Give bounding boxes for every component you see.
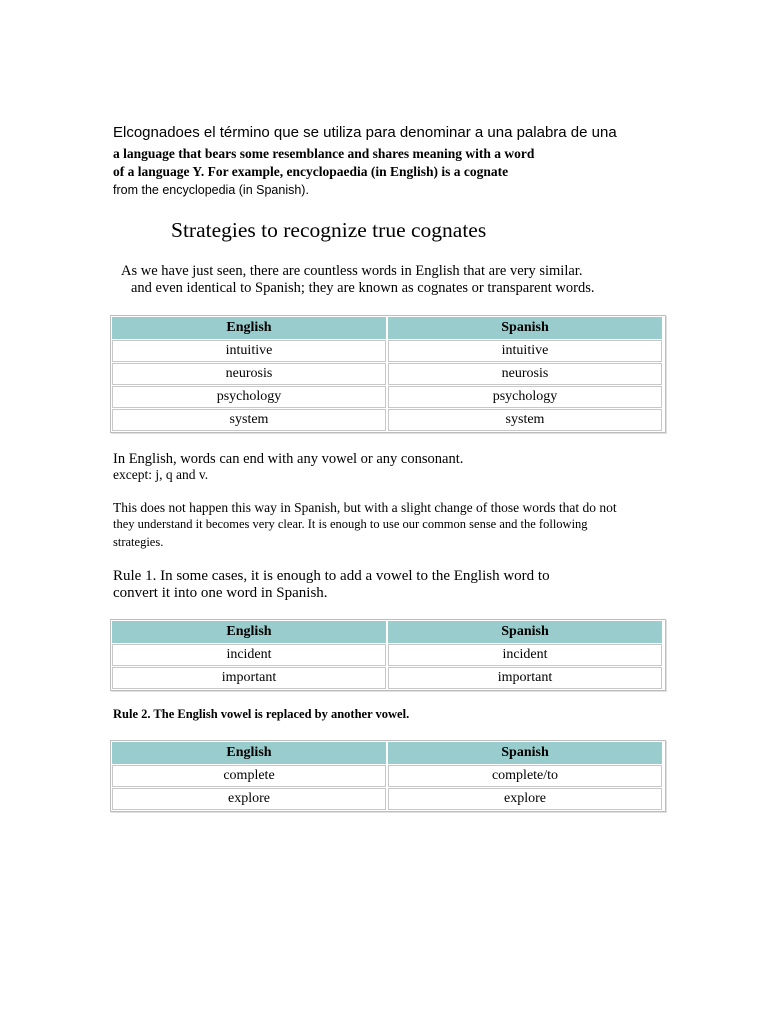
cell-english: explore [112, 788, 386, 810]
intro-line-3: of a language Y. For example, encyclopaedia (in English) is a cognate [113, 164, 509, 179]
intro-line-2: a language that bears some resemblance and shares meaning with a word [113, 146, 535, 161]
header-english: English [112, 317, 386, 339]
cell-spanish: intuitive [388, 340, 662, 362]
table-row [112, 667, 664, 689]
cell-spanish: incident [388, 644, 662, 666]
table-row [112, 409, 664, 431]
cell-english: psychology [112, 386, 386, 408]
cognates-table-2 [110, 619, 666, 691]
table-header-row [112, 317, 664, 339]
paragraph-2-line-1: In English, words can end with any vowel or any consonant. [113, 451, 464, 467]
header-spanish: Spanish [388, 621, 662, 643]
table-row [112, 340, 664, 362]
paragraph-3-line-1: This does not happen this way in Spanish, but with a slight change of those words that do not [113, 500, 617, 515]
table-row [112, 363, 664, 385]
table-row [112, 644, 664, 666]
cell-english: incident [112, 644, 386, 666]
cell-english: system [112, 409, 386, 431]
cell-spanish: neurosis [388, 363, 662, 385]
cell-spanish: psychology [388, 386, 662, 408]
table-row [112, 386, 664, 408]
table-row [112, 765, 664, 787]
paragraph-1-line-1: As we have just seen, there are countless words in English that are very similar. [121, 263, 583, 279]
cell-english: neurosis [112, 363, 386, 385]
paragraph-1-line-2: and even identical to Spanish; they are known as cognates or transparent words. [131, 280, 595, 296]
paragraph-3-line-3: strategies. [113, 535, 164, 549]
header-english: English [112, 621, 386, 643]
table-row [112, 788, 664, 810]
page-heading: Strategies to recognize true cognates [171, 218, 487, 242]
rule-1-line-2: convert it into one word in Spanish. [113, 585, 328, 601]
cell-english: complete [112, 765, 386, 787]
rule-1-line-1: Rule 1. In some cases, it is enough to add a vowel to the English word to [113, 568, 550, 584]
paragraph-3-line-2: they understand it becomes very clear. It is enough to use our common sense and the following [113, 517, 588, 531]
cell-spanish: explore [388, 788, 662, 810]
intro-line-1: Elcognadoes el término que se utiliza para denominar a una palabra de una [113, 124, 617, 141]
rule-2-text: Rule 2. The English vowel is replaced by another vowel. [113, 707, 410, 721]
header-spanish: Spanish [388, 742, 662, 764]
cognates-table-1 [110, 315, 666, 433]
header-spanish: Spanish [388, 317, 662, 339]
header-english: English [112, 742, 386, 764]
intro-line-4: from the encyclopedia (in Spanish). [113, 183, 309, 197]
cell-english: intuitive [112, 340, 386, 362]
cell-spanish: important [388, 667, 662, 689]
cell-spanish: system [388, 409, 662, 431]
cell-english: important [112, 667, 386, 689]
paragraph-2-line-2: except: j, q and v. [113, 467, 209, 482]
table-header-row [112, 742, 664, 764]
cell-spanish: complete/to [388, 765, 662, 787]
table-header-row [112, 621, 664, 643]
cognates-table-3 [110, 740, 666, 812]
